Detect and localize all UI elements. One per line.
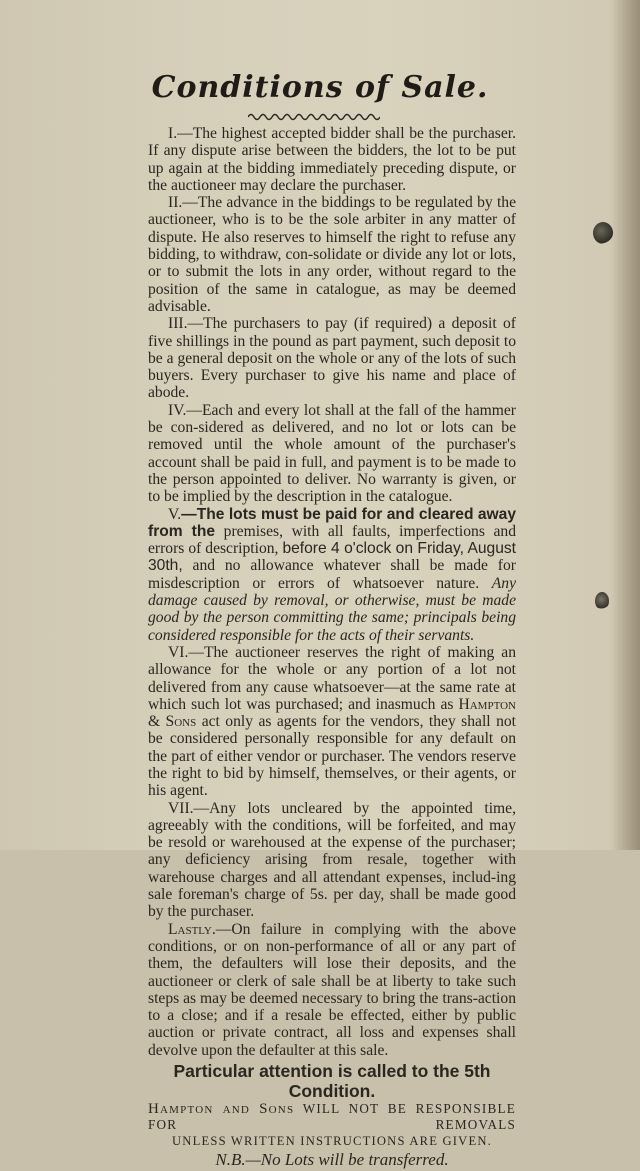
responsibility-text: WILL NOT BE RESPONSIBLE FOR REMOVALS	[148, 1101, 516, 1133]
condition-text: —The purchasers to pay (if required) a deposit of five shillings in the pound as part payment, such deposit to be a general deposit on the whole or any of the lots of such buyers. Every purchaser to give his name and place of abode.	[148, 315, 516, 402]
condition-numeral: II.	[168, 194, 183, 212]
condition-paragraph	[148, 194, 516, 315]
condition-text: premises, with all faults, imperfections and errors of description,	[148, 522, 516, 558]
condition-paragraph	[148, 125, 516, 194]
responsibility-notice	[148, 1101, 516, 1133]
decorative-wavy-rule	[248, 112, 380, 122]
ink-blot-mark	[595, 592, 609, 610]
condition-paragraph	[148, 800, 516, 921]
condition-paragraph	[148, 506, 516, 644]
condition-numeral: Lastly.	[168, 920, 216, 938]
condition-text: act only as agents for the vendors, they shall not be considered personally responsible for any default on the part of either vendor or purchaser. The vendors reserve the right to bid by himself, themselves, or their agents, or his agent.	[148, 713, 516, 800]
condition-paragraph	[148, 315, 516, 401]
condition-text: —Any lots uncleared by the appointed time, agreeably with the conditions, will be forfeited, and may be resold or warehoused at the expense of the purchaser; any deficiency arising from resale, together with warehouse charges and all attendant expenses, includ-ing sale foreman's charge of 5s. per day, shall be made good by the purchaser.	[148, 799, 516, 921]
firm-name: Hampton and Sons	[148, 1101, 295, 1118]
firm-name: Hampton & Sons	[148, 695, 516, 731]
attention-notice: Particular attention is called to the 5th Condition.	[173, 1061, 491, 1102]
condition-text: —Each and every lot shall at the fall of the hammer be con-sidered as delivered, and no lot or lots can be removed until the whole amount of the purchaser's account shall be paid in full, and payment is to be made to the person appointed to deliver. No warranty is given, or to be implied by the description in the catalogue.	[148, 401, 516, 506]
condition-text: —The advance in the biddings to be regulated by the auctioneer, who is to be the sole arbiter in any matter of dispute. He also reserves to himself the right to refuse any bidding, to withdraw, con-solidate or divide any lot or lots, or to submit the lots in any order, without regard to the position of the same in catalogue, as may be deemed advisable.	[148, 194, 516, 315]
conditions-body	[148, 125, 516, 1171]
page-title: Conditions of Sale.	[151, 70, 489, 105]
condition-numeral: VI.	[168, 643, 189, 661]
condition-italic-text: Any damage caused by removal, or otherwise, must be made good by the person committing the same; principals being considered responsible for the acts of their servants.	[148, 574, 516, 644]
condition-text: —The highest accepted bidder shall be the purchaser. If any dispute arise between the bidders, the lot to be put up again at the bidding immediately preceding dispute, or the auctioneer may declare the purchaser.	[148, 125, 516, 194]
condition-lead-emphasis: —The lots must be paid for and cleared away from the	[148, 505, 516, 540]
condition-numeral: VII.	[168, 799, 194, 817]
condition-text: —The auctioneer reserves the right of making an allowance for the whole or any portion of a lot not delivered from any cause whatsoever—at the same rate at which such lot was purchased; and inasmuch as	[148, 643, 516, 713]
condition-paragraph	[148, 921, 516, 1059]
condition-numeral: III.	[168, 315, 188, 333]
condition-text: —On failure in complying with the above conditions, or on non-performance of all or any part of them, the defaulters will lose their deposits, and the auctioneer or clerk of sale shall be at liberty to take such steps as may be deemed necessary to bring the trans-action to a close; and if a resale be effected, either by public auction or private contract, all loss and expenses shall devolve upon the defaulter at this sale.	[148, 920, 516, 1059]
binding-edge-shadow	[612, 0, 640, 850]
condition-deadline: before 4 o'clock on Friday, August 30th,	[148, 540, 516, 575]
responsibility-notice-line-2: UNLESS WRITTEN INSTRUCTIONS ARE GIVEN.	[172, 1134, 492, 1149]
condition-paragraph	[148, 402, 516, 506]
ink-blot-mark	[593, 222, 613, 244]
condition-paragraph	[148, 644, 516, 800]
condition-text: and no allowance whatever shall be made for misdescription or errors of whatsoever nature.	[148, 557, 516, 592]
condition-numeral: V.	[168, 505, 182, 523]
condition-numeral: IV.	[168, 401, 187, 419]
nota-bene: N.B.—No Lots will be transferred.	[215, 1150, 449, 1170]
condition-numeral: I.	[168, 125, 178, 142]
